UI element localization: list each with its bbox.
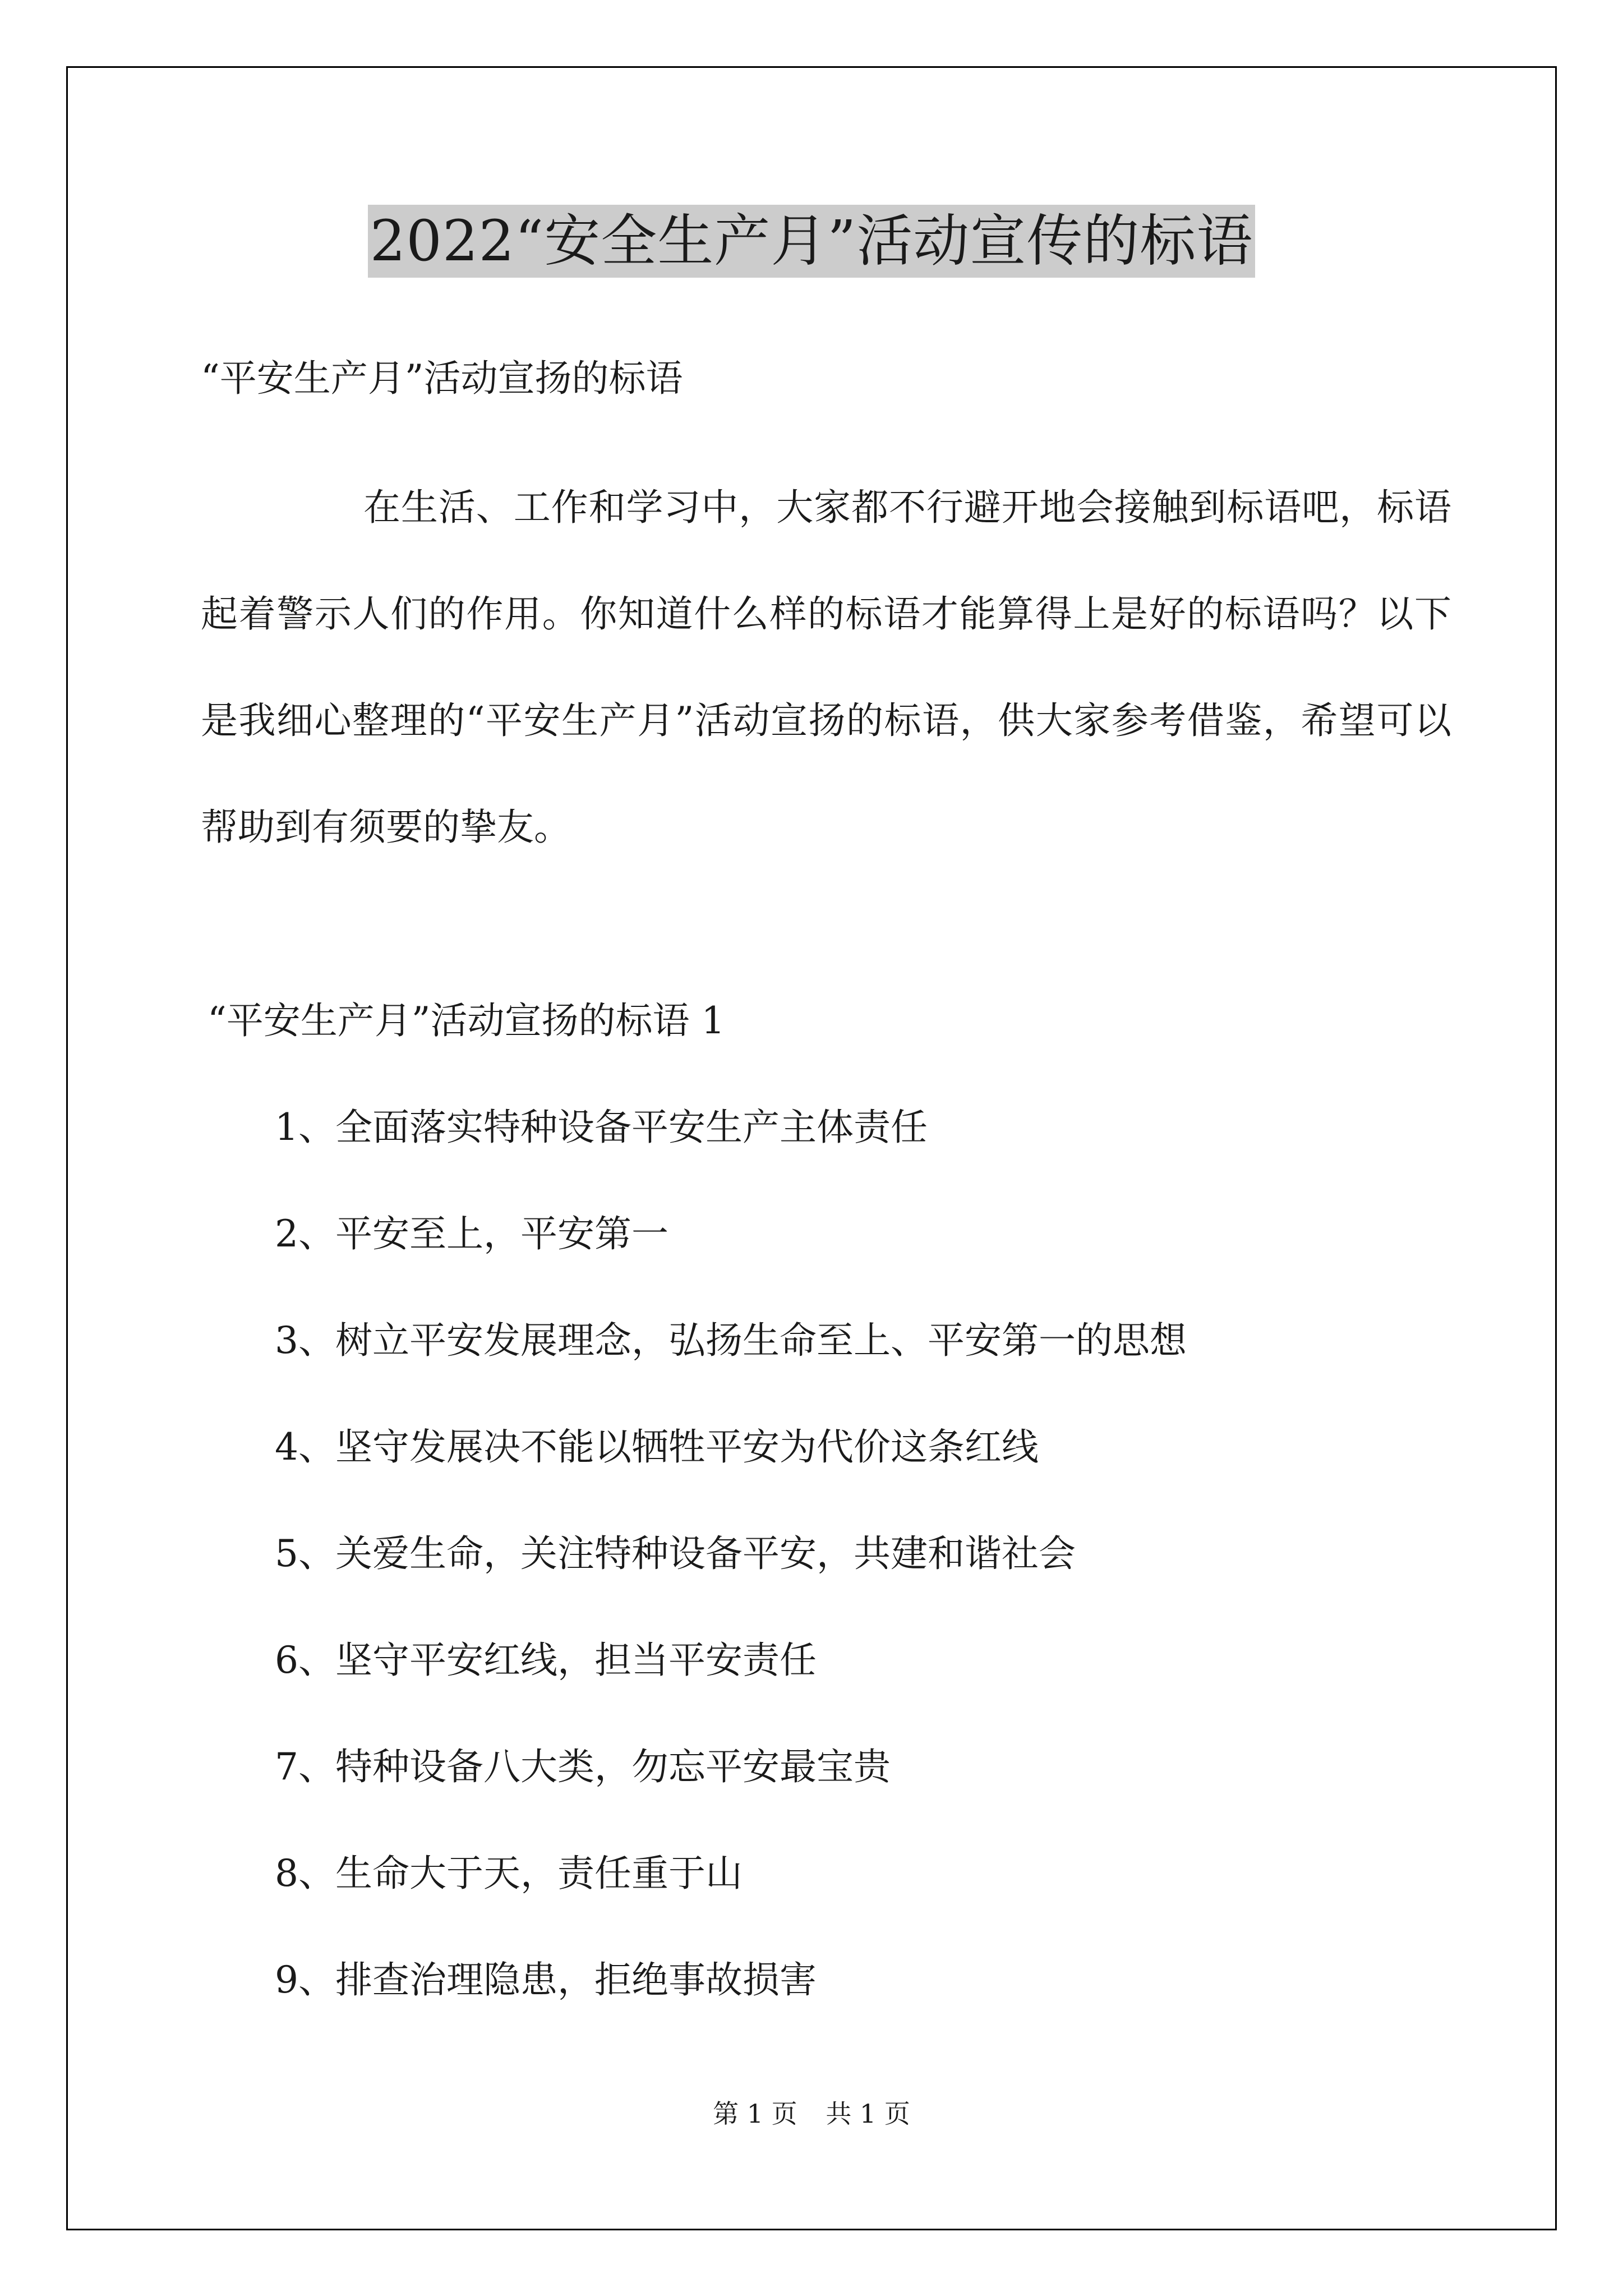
slogan-item: 3、树立平安发展理念，弘扬生命至上、平安第一的思想: [275, 1319, 1187, 1362]
document-subtitle: “平安生产月”活动宣扬的标语: [201, 357, 683, 400]
title-container: [0, 205, 1623, 278]
page-total: 共 1 页: [826, 2099, 910, 2129]
intro-paragraph: 在生活、工作和学习中，大家都不行避开地会接触到标语吧，标语起着警示人们的作用。你知道什么样的标语才能算得上是好的标语吗？以下是我细心整理的“平安生产月”活动宣扬的标语，供大家参考借鉴，希望可以帮助到有须要的挚友。: [201, 486, 1451, 849]
slogan-list: [275, 1099, 1187, 2059]
document-title: 2022“安全生产月”活动宣传的标语: [368, 205, 1256, 278]
slogan-item: 5、关爱生命，关注特种设备平安，共建和谐社会: [275, 1532, 1076, 1575]
slogan-item: 6、坚守平安红线，担当平安责任: [275, 1639, 817, 1682]
page-footer: [0, 2097, 1623, 2131]
slogan-item: 8、生命大于天，责任重于山: [275, 1852, 743, 1895]
page-number: 第 1 页: [713, 2099, 797, 2129]
section-heading: “平安生产月”活动宣扬的标语 1: [208, 999, 725, 1042]
slogan-item: 9、排查治理隐患，拒绝事故损害: [275, 1958, 817, 2001]
slogan-item: 1、全面落实特种设备平安生产主体责任: [275, 1106, 928, 1149]
slogan-item: 4、坚守发展决不能以牺牲平安为代价这条红线: [275, 1425, 1039, 1469]
slogan-item: 2、平安至上，平安第一: [275, 1212, 668, 1255]
slogan-item: 7、特种设备八大类，勿忘平安最宝贵: [275, 1745, 891, 1788]
